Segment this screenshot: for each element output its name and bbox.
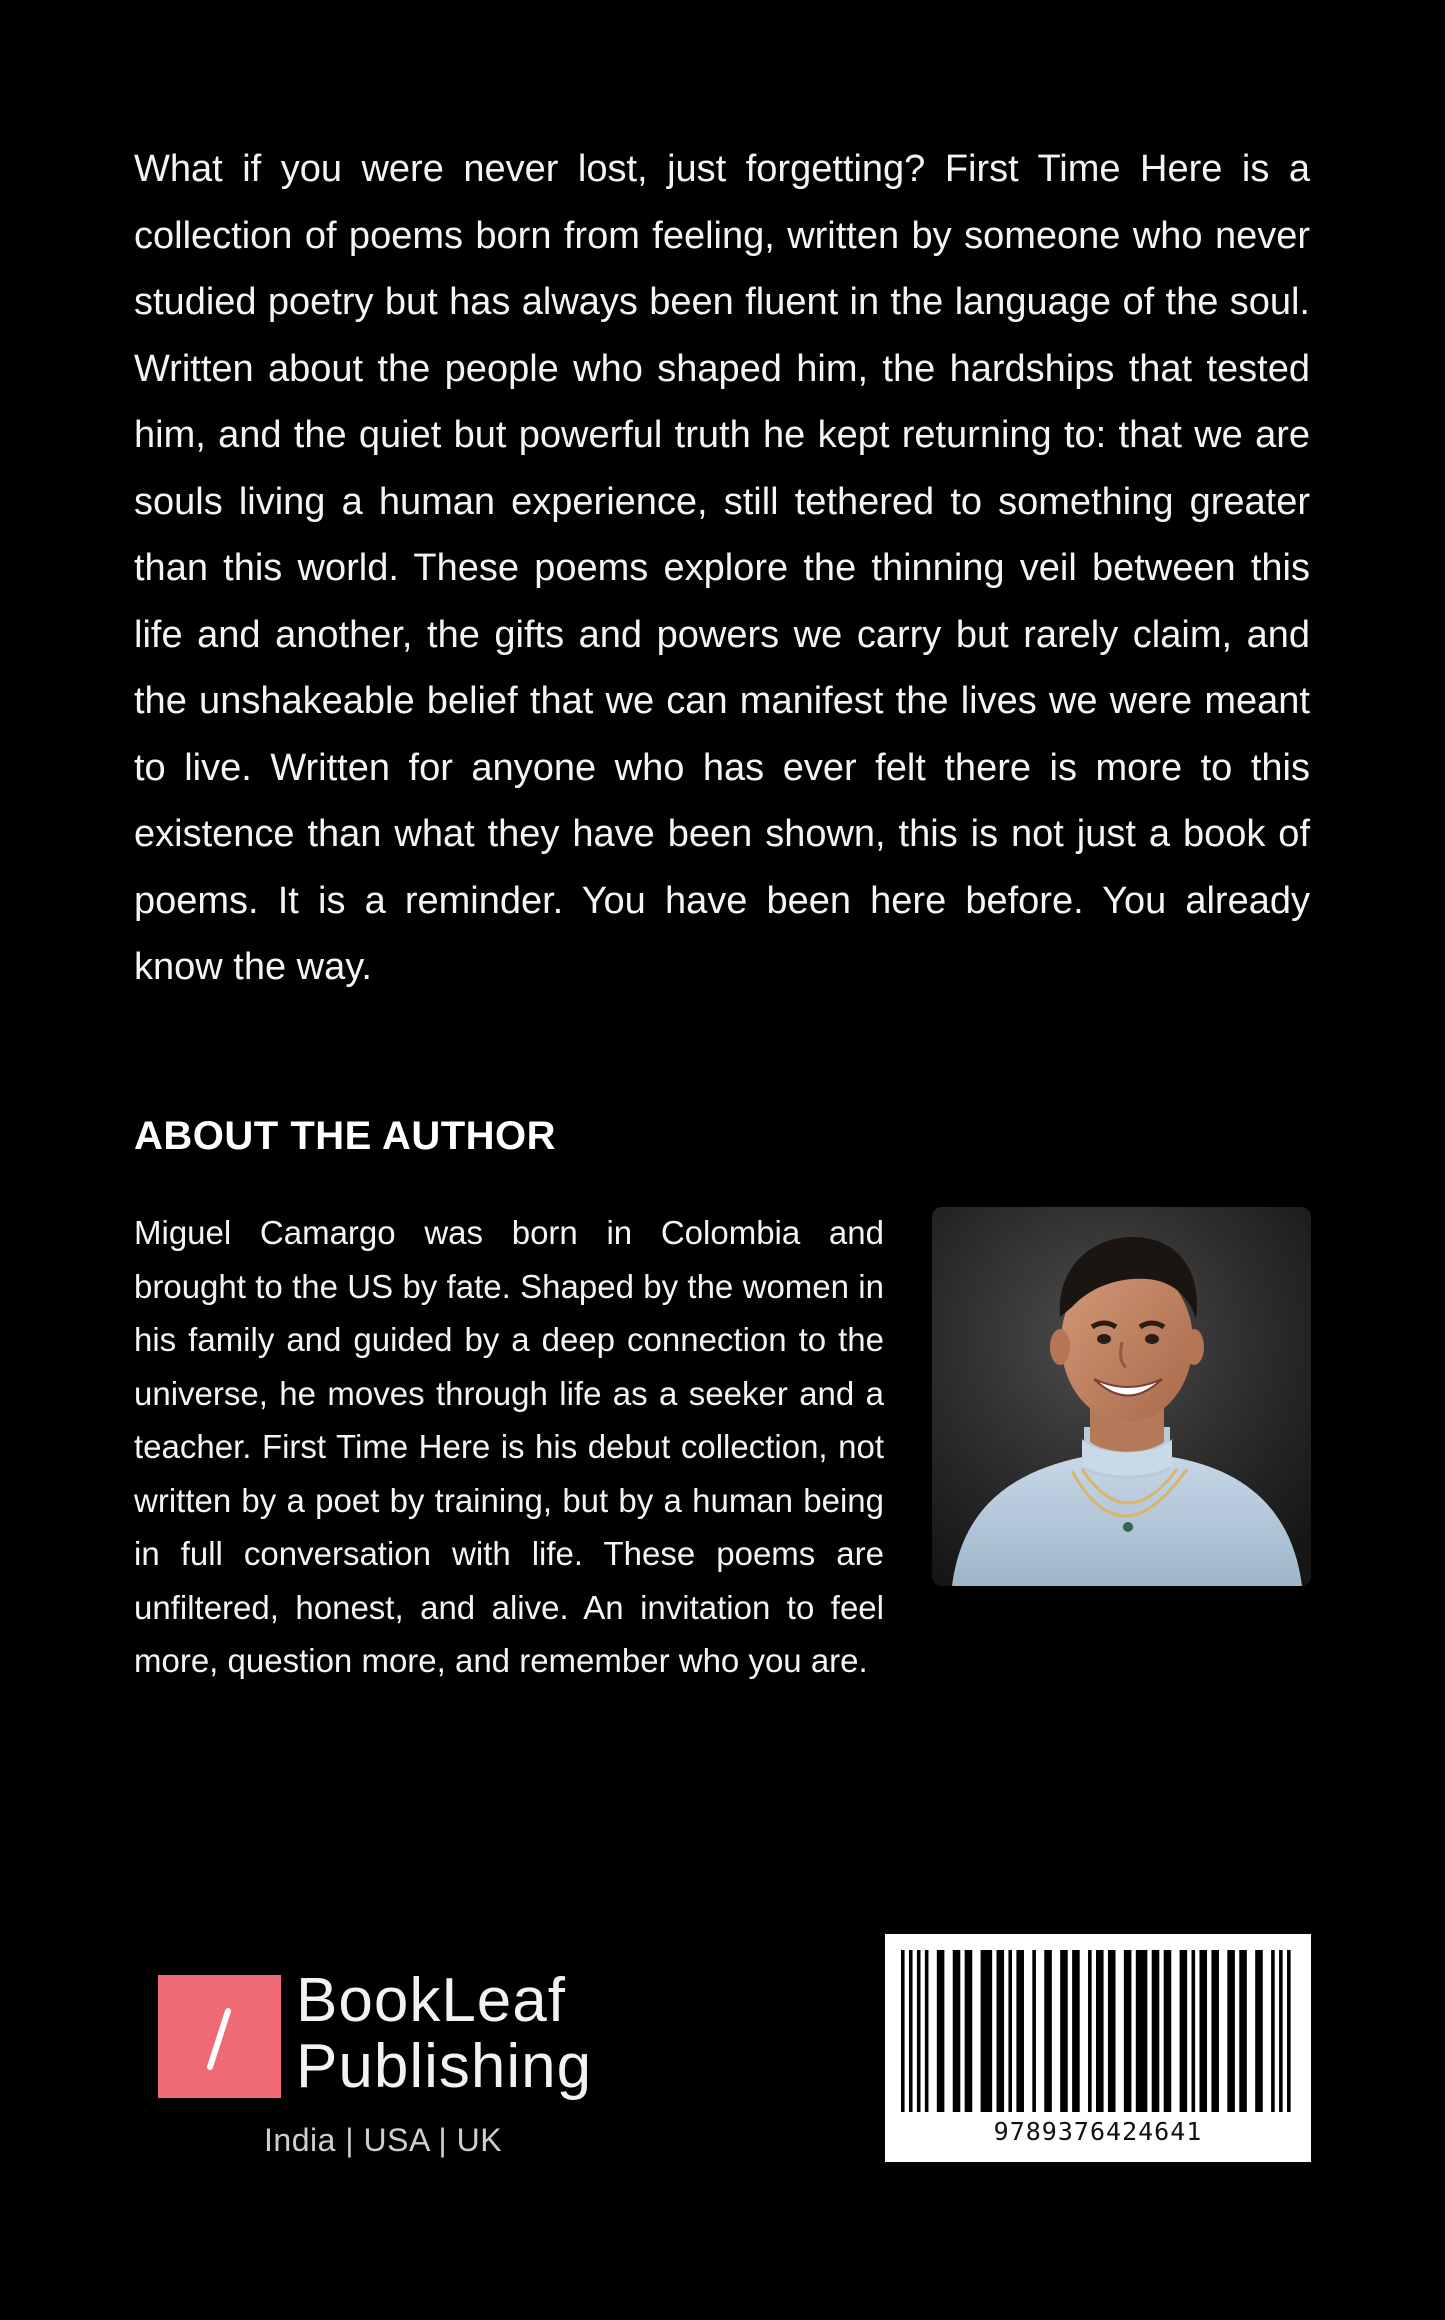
- barcode-bar: [1211, 1950, 1219, 2112]
- barcode-bar: [909, 1950, 913, 2112]
- barcode-bar: [1199, 1950, 1207, 2112]
- barcode-bar: [1255, 1950, 1263, 2112]
- barcode-bar: [925, 1950, 929, 2112]
- author-photo: [932, 1207, 1311, 1586]
- author-portrait-illustration: [932, 1207, 1311, 1586]
- isbn-number: 9789376424641: [993, 2117, 1203, 2146]
- about-author-heading: ABOUT THE AUTHOR: [134, 1114, 557, 1158]
- back-cover-blurb: What if you were never lost, just forgetting? First Time Here is a collection of poems born from feeling, written by someone who never studied poetry but has always been fluent in the language of the soul. Written about the people who shaped him, the hardships that tested him, and the quiet but powerful truth he kept returning to: that we are souls living a human experience, still tethered to something greater than this world. These poems explore the thinning veil between this life and another, the gifts and powers we carry but rarely claim, and the unshakeable belief that we can manifest the lives we were meant to live. Written for anyone who has ever felt there is more to this existence than what they have been shown, this is not just a book of poems. It is a reminder. You have been here before. You already know the way.: [134, 148, 1310, 988]
- barcode-bar: [1227, 1950, 1235, 2112]
- barcode-bar: [1136, 1950, 1148, 2112]
- barcode-bar: [1044, 1950, 1052, 2112]
- barcode-bar: [1180, 1950, 1188, 2112]
- barcode-bar: [1032, 1950, 1036, 2112]
- barcode-bar: [937, 1950, 945, 2112]
- barcode-bar: [953, 1950, 961, 2112]
- barcode-bar: [1239, 1950, 1247, 2112]
- barcode-bar: [1016, 1950, 1024, 2112]
- barcode-bars: [901, 1950, 1295, 2112]
- barcode-bar: [1192, 1950, 1196, 2112]
- barcode-bar: [1096, 1950, 1104, 2112]
- publisher-name-line2: Publishing: [296, 2032, 593, 2101]
- isbn-barcode: [885, 1934, 1311, 2162]
- barcode-bar: [1108, 1950, 1116, 2112]
- barcode-bar: [981, 1950, 993, 2112]
- barcode-bar: [997, 1950, 1005, 2112]
- barcode-bar: [917, 1950, 921, 2112]
- barcode-bar: [901, 1950, 905, 2112]
- barcode-bar: [1287, 1950, 1291, 2112]
- barcode-bar: [1008, 1950, 1012, 2112]
- barcode-bar: [1152, 1950, 1160, 2112]
- barcode-bar: [1072, 1950, 1080, 2112]
- barcode-bar: [1124, 1950, 1132, 2112]
- barcode-bar: [1164, 1950, 1172, 2112]
- barcode-bar: [1088, 1950, 1092, 2112]
- barcode-bar: [1271, 1950, 1275, 2112]
- barcode-bar: [965, 1950, 973, 2112]
- author-bio: Miguel Camargo was born in Colombia and brought to the US by fate. Shaped by the women in his family and guided by a deep connection to the universe, he moves through life as a seeker and a teacher. First Time Here is his debut collection, not written by a poet by training, but by a human being in full conversation with life. These poems are unfiltered, honest, and alive. An invitation to feel more, question more, and remember who you are.: [134, 1214, 884, 1679]
- publisher-logo: [158, 1968, 618, 2168]
- barcode-bar: [1279, 1950, 1283, 2112]
- leaf-mark-icon: [158, 1975, 281, 2098]
- publisher-regions: India | USA | UK: [264, 2122, 503, 2158]
- barcode-bar: [1060, 1950, 1068, 2112]
- publisher-name-line1: BookLeaf: [296, 1966, 566, 2035]
